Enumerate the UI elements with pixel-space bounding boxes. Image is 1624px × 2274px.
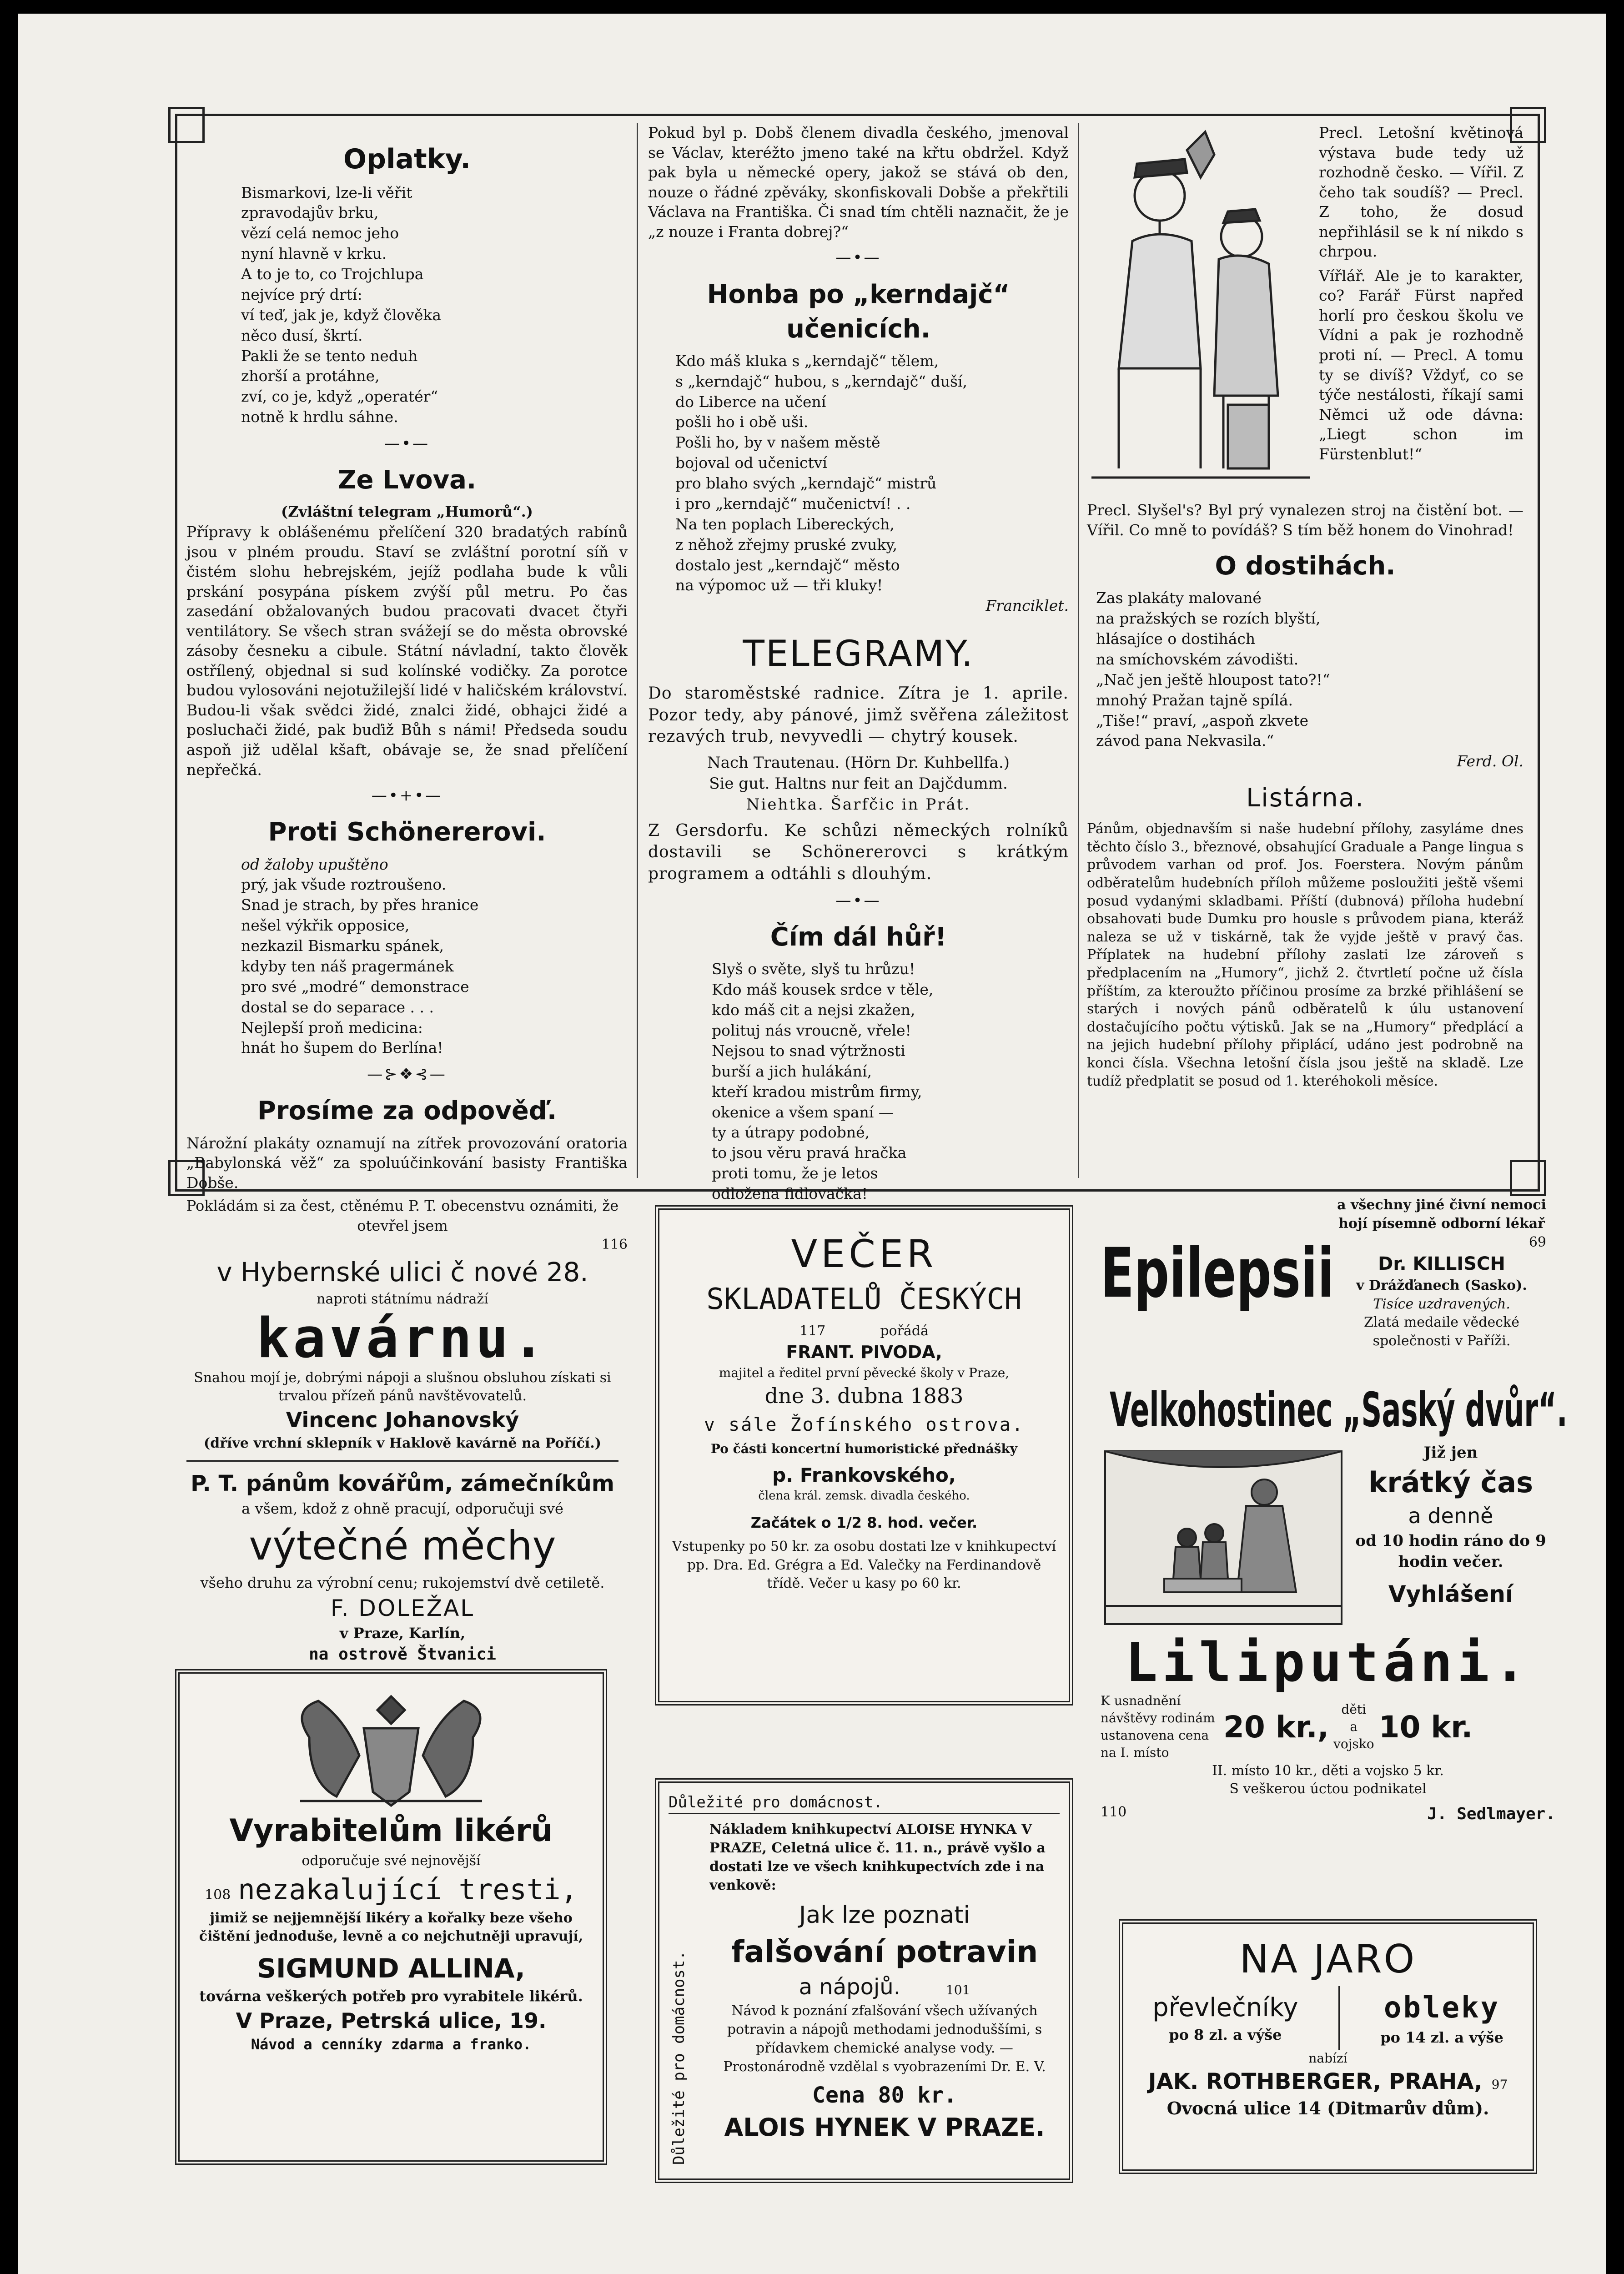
- ad-text: a všem, kdož z ohně pracují, odporučuji své: [241, 1499, 563, 1517]
- lvov-heading: Ze Lvova.: [337, 465, 477, 495]
- ad-text: v Praze, Karlín,: [339, 1625, 466, 1642]
- poem-line: nejvíce prý drtí:: [241, 285, 362, 303]
- schonerer-poem: [241, 875, 628, 1058]
- separator: [186, 1460, 618, 1462]
- ad-hostinec: [1101, 1378, 1568, 1856]
- ornament: —⊱❖⊰—: [367, 1065, 447, 1084]
- ad-text: všeho druhu za výrobní cenu; rukojemství dvě cetiletě.: [200, 1574, 605, 1591]
- poem-line: hlásajíce o dostihách: [1096, 630, 1256, 648]
- ad-text: (dříve vrchní sklepník v Haklově kavárně na Poříčí.): [204, 1435, 601, 1451]
- ad-headline: kavárnu.: [256, 1307, 548, 1370]
- poem-line: notně k hrdlu sáhne.: [241, 408, 398, 426]
- poem-line: Snad je strach, by přes hranice: [241, 896, 479, 914]
- ad-side-text: Důležité pro domácnost.: [670, 1951, 688, 2165]
- ad-text: Zlatá medaile vědecké společnosti v Paříži.: [1364, 1314, 1519, 1349]
- prosime-heading: Prosíme za odpověď.: [257, 1096, 557, 1126]
- ad-name: J. Sedlmayer.: [1427, 1805, 1555, 1824]
- ad-headline: převlečníky: [1152, 1993, 1298, 2023]
- poem-line: A to je to, co Trojchlupa: [241, 265, 424, 283]
- signature: Ferd. Ol.: [1457, 752, 1523, 770]
- oplatky-heading: Oplatky.: [343, 143, 471, 175]
- poem-line: vězí celá nemoc jeho: [241, 224, 399, 242]
- ad-text: pořádá: [880, 1323, 929, 1339]
- ad-number: 117: [799, 1323, 826, 1339]
- column-1: [186, 132, 628, 1192]
- ad-name: ALOIS HYNEK V PRAZE.: [724, 2113, 1045, 2142]
- telegramy-text: Do staroměstské radnice. Zítra je 1. aprile. Pozor tedy, aby pánové, jimž svěřena záležitost rezavých trub, nevyvedli — chytrý kousek.: [648, 684, 1069, 746]
- ad-headline: výtečné měchy: [249, 1522, 556, 1570]
- telegramy-line: Niehtka. Šarfčic in Prát.: [746, 795, 971, 814]
- signature: Franciklet.: [985, 597, 1069, 615]
- precl-dialogue-2: Precl. Slyšel's? Byl prý vynalezen stroj na čistění bot. — Vířil. Co mně to povídáš? S tím běž honem do Vinohrad!: [1087, 501, 1523, 539]
- poem-line: ty a útrapy podobné,: [712, 1123, 870, 1142]
- ad-text: K usnadnění návštěvy rodinám ustanovena cena na I. místo: [1101, 1693, 1215, 1761]
- ad-text: Návod k poznání zfalšování všech užívaných potravin a nápojů methodami jednoduššími, s přídavkem chemické analyse vody. — Prostonárodně vzdělal s vyobrazeními Dr. E. V.: [723, 2003, 1046, 2075]
- poem-line: to jsou věru pravá hračka: [712, 1144, 907, 1162]
- poem-line: pošli ho i obě uši.: [675, 413, 809, 431]
- poem-line: do Liberce na učení: [675, 392, 826, 411]
- ad-headline: nezakalující tresti,: [238, 1873, 578, 1907]
- cim-poem: [712, 959, 1069, 1204]
- poem-line: pro své „modré“ demonstrace: [241, 977, 469, 996]
- coat-of-arms-icon: [255, 1683, 528, 1810]
- ad-name: SIGMUND ALLINA,: [257, 1953, 525, 1984]
- dostihach-poem: [1096, 588, 1523, 751]
- ad-headline: VEČER: [791, 1232, 937, 1276]
- ad-text: Vyhlášení: [1388, 1581, 1513, 1607]
- ad-text: vojsko: [1333, 1736, 1374, 1752]
- ad-name: Dr. KILLISCH: [1378, 1253, 1505, 1275]
- ad-number: 110: [1101, 1804, 1127, 1821]
- poem-line: Slyš o světe, slyš tu hrůzu!: [712, 960, 915, 978]
- cim-heading: Čím dál hůř!: [770, 922, 947, 952]
- poem-line: kdyby ten náš pragermánek: [241, 957, 454, 975]
- liliput-illustration: [1101, 1442, 1346, 1633]
- ad-name: p. Frankovského,: [772, 1464, 956, 1486]
- ad-headline: obleky: [1383, 1991, 1500, 2025]
- ad-number: 97: [1491, 2077, 1508, 2093]
- poem-line: proti tomu, že je letos: [712, 1164, 878, 1182]
- ornament: —•—: [384, 434, 430, 453]
- poem-line: nešel výkřik opposice,: [241, 916, 410, 935]
- poem-line: Bismarkovi, lze-li věřit: [241, 183, 412, 201]
- ad-price: Cena 80 kr.: [812, 2083, 957, 2108]
- ad-price: 10 kr.: [1378, 1709, 1473, 1745]
- ad-vecer: [655, 1205, 1073, 1706]
- poem-line: s „kerndajč“ hubou, s „kerndajč“ duší,: [675, 372, 967, 390]
- ad-number: 108: [205, 1887, 231, 1903]
- ad-name: FRANT. PIVODA,: [786, 1342, 942, 1363]
- poem-line: Kdo máš kluka s „kerndajč“ tělem,: [675, 352, 939, 370]
- ad-kavarna: [177, 1196, 628, 1664]
- poem-line: „Nač jen ještě hloupost tato?!“: [1096, 670, 1330, 689]
- ad-heading: P. T. pánům kovářům, zámečníkům: [191, 1471, 614, 1497]
- poem-line: odložena fidlovačka!: [712, 1185, 868, 1203]
- ad-name: JAK. ROTHBERGER, PRAHA,: [1148, 2069, 1483, 2095]
- ad-domacnost: [655, 1778, 1073, 2183]
- poem-line: Pakli že se tento neduh: [241, 347, 418, 365]
- column-3: [1087, 123, 1523, 1178]
- ad-header: Důležité pro domácnost.: [669, 1792, 1060, 1814]
- oplatky-poem: [241, 183, 628, 428]
- ad-address: Ovocná ulice 14 (Ditmarův dům).: [1166, 2098, 1489, 2119]
- ad-headline: Velkohostinec „Saský dvůr“.: [1110, 1382, 1568, 1438]
- column-rule: [1078, 123, 1079, 1178]
- telegramy-text: Z Gersdorfu. Ke schůzi německých rolníků dostavili se Schönererovci s krátkým programem a odtáhli s dlouhým.: [648, 821, 1069, 883]
- poem-line: okenice a všem spaní —: [712, 1103, 894, 1121]
- ad-text: Nákladem knihkupectví ALOISE HYNKA V PRAZE, Celetná ulice č. 11. n., právě vyšlo a dostati lze ve všech knihkupectvích zde i na venkově:: [709, 1821, 1046, 1893]
- poem-line: na smíchovském závodišti.: [1096, 650, 1299, 668]
- poem-line: pro blaho svých „kerndajč“ mistrů: [675, 474, 937, 493]
- schonerer-subtitle: od žaloby upuštěno: [241, 855, 388, 873]
- listarna-text: Pánům, objednavším si naše hudební přílohy, zasyláme dnes těchto číslo 3., březnové, obsahující Graduale a Pange lingua s průvodem varhan od prof. Jos. Foerstera. Novým pánům odběratelům hudebních příloh můžeme posloužiti ještě všemi posud vydanými skladbami. Příští (dubnová) příloha hudební obsahovati bude Dumku pro housle s průvodem piana, kteráž naleza se už v tiskárně, tak že vyjde ještě v pravý čas. Příplatek na hudební přílohy zaslati lze zároveň s předplacením na „Humory“, jichž 2. čtvrtletí počne už čísla příštím, za kteroužto příčinou prosíme za brzké přihlášení se starých i nových pánů odběratelů k úlu ustanovení dostačujícího počtu výtisků. Jak se na „Humory“ předplácí a na jejich hudební přílohy připlácí, udáno jest podrobně na konci čísla. Všechna letošní čísla jsou ještě na skladě. Lze tudíž předplatit se posud od 1. kteréhokoli měsíce.: [1087, 821, 1523, 1089]
- poem-line: bojoval od učenictví: [675, 454, 827, 472]
- ad-text: v Drážďanech (Sasko).: [1356, 1277, 1527, 1293]
- poem-line: nyní hlavně v krku.: [241, 245, 387, 263]
- ad-jaro: [1119, 1919, 1537, 2174]
- ad-text: na ostrově Štvanici: [309, 1645, 496, 1664]
- poem-line: hnát ho šupem do Berlína!: [241, 1039, 443, 1057]
- poem-line: kteří kradou mistrům firmy,: [712, 1082, 922, 1101]
- ad-price: po 8 zl. a výše: [1169, 2026, 1282, 2044]
- poem-line: kdo máš cit a nejsi zkažen,: [712, 1001, 915, 1019]
- poem-line: Nejsou to snad výtržnosti: [712, 1041, 905, 1060]
- ornament: —•+•—: [371, 786, 443, 805]
- honba-heading: Honba po „kerndajč“ učenicích.: [707, 279, 1010, 344]
- poem-line: zhorší a protáhne,: [241, 367, 380, 385]
- poem-line: prý, jak všude roztroušeno.: [241, 875, 447, 894]
- ornament: —•—: [835, 891, 881, 910]
- poem-line: dostalo jest „kerndajč“ město: [675, 556, 900, 574]
- poem-line: polituj nás vroucně, vřele!: [712, 1021, 911, 1040]
- ad-date: dne 3. dubna 1883: [764, 1383, 964, 1408]
- ad-headline: Liliputáni.: [1125, 1631, 1531, 1694]
- ad-text: S veškerou úctou podnikatel: [1229, 1781, 1427, 1797]
- ad-headline: Epilepsii: [1101, 1233, 1335, 1313]
- ad-text: děti: [1341, 1702, 1367, 1717]
- ad-text: Tisíce uzdravených.: [1373, 1296, 1510, 1312]
- ad-text: člena král. zemsk. divadla českého.: [758, 1489, 970, 1503]
- ad-venue: v sále Žofínského ostrova.: [704, 1414, 1025, 1436]
- poem-line: na výpomoc už — tři kluky!: [675, 576, 883, 594]
- poem-line: na pražských se rozích blyští,: [1096, 609, 1321, 628]
- ad-price: po 14 zl. a výše: [1380, 2028, 1503, 2046]
- column-rule: [637, 123, 638, 1178]
- poem-line: zpravodajův brku,: [241, 204, 379, 222]
- poem-line: ví teď, jak je, když člověka: [241, 306, 442, 324]
- ad-text: Již jen: [1423, 1444, 1478, 1462]
- poem-line: nezkazil Bismarku spánek,: [241, 937, 444, 955]
- divider: [1338, 1986, 1340, 2050]
- ad-headline: krátký čas: [1368, 1465, 1533, 1499]
- ad-text: II. místo 10 kr., děti a vojsko 5 kr.: [1212, 1762, 1444, 1779]
- ad-address: V Praze, Petrská ulice, 19.: [236, 2008, 547, 2033]
- ad-headline: NA JARO: [1239, 1937, 1417, 1982]
- lvov-subtitle: (Zvláštní telegram „Humorů“.): [281, 503, 533, 521]
- ad-text: jimiž se nejjemnější likéry a kořalky beze všeho čištění jednoduše, levně a co nejchutněji upravují,: [199, 1910, 583, 1945]
- poem-line: i pro „kerndajč“ mučenictví! . .: [675, 494, 911, 513]
- ad-number: 116: [601, 1237, 628, 1253]
- poem-line: Zas plakáty malované: [1096, 589, 1262, 607]
- ad-address: v Hybernské ulici č nové 28.: [216, 1256, 588, 1288]
- poem-line: burší a jich hulákání,: [712, 1062, 872, 1080]
- ad-epilepsii: [1101, 1196, 1555, 1369]
- precl-dialogue: Precl. Letošní květinová výstava bude tedy už rozhodně česko. — Vířil. Z čeho tak soudíš? — Precl. Z toho, že dosud nepřihlásil se k ní nikdo s chrpou.: [1319, 124, 1523, 261]
- dostihach-heading: O dostihách.: [1215, 551, 1396, 581]
- poem-line: Na ten poplach Libereckých,: [675, 515, 895, 533]
- listarna-heading: Listárna.: [1246, 783, 1364, 813]
- ad-text: odporučuje své nejnovější: [302, 1853, 481, 1869]
- ad-price: 20 kr.,: [1223, 1709, 1329, 1745]
- poem-line: z něhož zřejmy pruské zvuky,: [675, 535, 898, 553]
- ad-name: F. DOLEŽAL: [330, 1595, 475, 1622]
- ad-text: naproti státnímu nádraží: [317, 1291, 488, 1307]
- ad-headline: Jak lze poznati: [799, 1902, 970, 1929]
- ad-text: Vstupenky po 50 kr. za osobu dostati lze v knihkupectví pp. Dra. Ed. Grégra a Ed. Valečky na Ferdinandově třídě. Večer u kasy po 60 kr.: [672, 1538, 1056, 1592]
- ad-text: od 10 hodin ráno do 9 hodin večer.: [1355, 1531, 1546, 1571]
- poem-line: dostal se do separace . . .: [241, 998, 434, 1016]
- poem-line: zví, co je, když „operatér“: [241, 387, 438, 406]
- poem-line: Pošli ho, by v našem městě: [675, 433, 880, 452]
- telegramy-heading: TELEGRAMY.: [743, 634, 974, 675]
- lvov-article: Přípravy k oblášenému přelíčení 320 bradatých rabínů jsou v plném proudu. Staví se zvláštní porotní síň v čistém slohu hebrejském, jejíž podlaha bude k vůli prskání posypána pískem zvýší půl metru. Po čas zasedání obžalovaných budou pracovati dvacet čtyři ventilátory. Se všech stran svážejí se do města obrovské zásoby česneku a cibule. Státní návladní, takto člověk ostřílený, objednal si sud kolínské vodičky. Za porotce budou vylosováni nejotužilejší lidé v haličském království. Budou-li však svědci židé, znalci židé, obhajci židé a posluchači židé, pak buďiž Bůh s námi! Předseda soudu aspoň již udělal kšaft, obávaje se, že snad přelíčení nepřečká.: [186, 523, 628, 779]
- ad-headline: falšování potravin: [731, 1934, 1038, 1970]
- cartoon-illustration-drawing: [1091, 123, 1310, 487]
- prosime-article: Nárožní plakáty oznamují na zítřek provozování oratoria „Babylonská věž“ za spoluúčinkování basisty Františka Dobše.: [186, 1134, 628, 1192]
- ad-number: 69: [1528, 1234, 1546, 1250]
- ad-likery: [175, 1669, 607, 2165]
- honba-poem: [675, 351, 1069, 596]
- ad-headline: SKLADATELŮ ČESKÝCH: [706, 1283, 1022, 1317]
- ad-text: Začátek o 1/2 8. hod. večer.: [750, 1514, 978, 1532]
- ad-text: Po části koncertní humoristické přednášky: [710, 1441, 1018, 1456]
- ad-text: a: [1350, 1719, 1358, 1735]
- ad-text: továrna veškerých potřeb pro vyrabitele likérů.: [199, 1987, 583, 2005]
- ad-text: a všechny jiné čivní nemoci hojí písemně odborní lékař: [1337, 1197, 1546, 1232]
- ad-headline: a nápojů.: [799, 1974, 900, 2000]
- ad-text: Pokládám si za čest, ctěnému P. T. obecenstvu oznámiti, že otevřel jsem: [186, 1197, 619, 1234]
- ad-name: Vincenc Johanovský: [286, 1408, 519, 1433]
- ad-text: Snahou mojí je, dobrými nápoji a slušnou obsluhou získati si trvalou přízeň pánů navštěvovatelů.: [194, 1369, 611, 1404]
- telegramy-line: Nach Trautenau. (Hörn Dr. Kuhbellfa.): [707, 753, 1010, 772]
- cartoon-illustration: [1087, 123, 1314, 496]
- ad-text: nabízí: [1308, 2050, 1347, 2066]
- poem-line: něco dusí, škrtí.: [241, 326, 363, 344]
- newspaper-page: [18, 14, 1606, 2274]
- ad-number: 101: [945, 1982, 970, 1997]
- ad-text: majitel a ředitel první pěvecké školy v Praze,: [719, 1365, 1010, 1380]
- poem-line: „Tiše!“ praví, „aspoň zkvete: [1096, 711, 1309, 729]
- ad-text: a denně: [1408, 1503, 1493, 1528]
- ad-side-label: [669, 1846, 691, 2165]
- column-2: [648, 123, 1069, 1203]
- ornament: —•—: [835, 248, 881, 267]
- poem-line: mnohý Pražan tajně spílá.: [1096, 691, 1293, 709]
- schonerer-heading: Proti Schönererovi.: [268, 817, 546, 847]
- ad-footer: Návod a cenníky zdarma a franko.: [251, 2036, 532, 2053]
- poem-line: závod pana Nekvasila.“: [1096, 732, 1274, 750]
- telegramy-line: Sie gut. Haltns nur feit an Dajčdumm.: [709, 775, 1008, 793]
- dobs-article: Pokud byl p. Dobš členem divadla českého, jmenoval se Václav, kteréžto jmeno také na křtu obdržel. Když pak byla u německé opery, jakož se stává ob den, nouze o řádné zpěváky, skonfiskovali Dobše a překřtili Václava na Františka. Či snad tím chtěli naznačit, že je „z nouze i Franta dobrej?“: [648, 124, 1069, 241]
- poem-line: Kdo máš kousek srdce v těle,: [712, 981, 934, 999]
- poem-line: Nejlepší proň medicina:: [241, 1018, 423, 1036]
- vitlar-dialogue: Vířlář. Ale je to karakter, co? Farář Fürst napřed horlí pro českou školu ve Vídni a pak je rozhodně proti ní. — Precl. A tomu ty se divíš? Vždyť, co se týče nestálosti, říkají sami Němci už ode dávna: „Liegt schon im Fürstenblut!“: [1319, 267, 1523, 463]
- ad-headline: Vyrabitelům likérů: [229, 1813, 553, 1849]
